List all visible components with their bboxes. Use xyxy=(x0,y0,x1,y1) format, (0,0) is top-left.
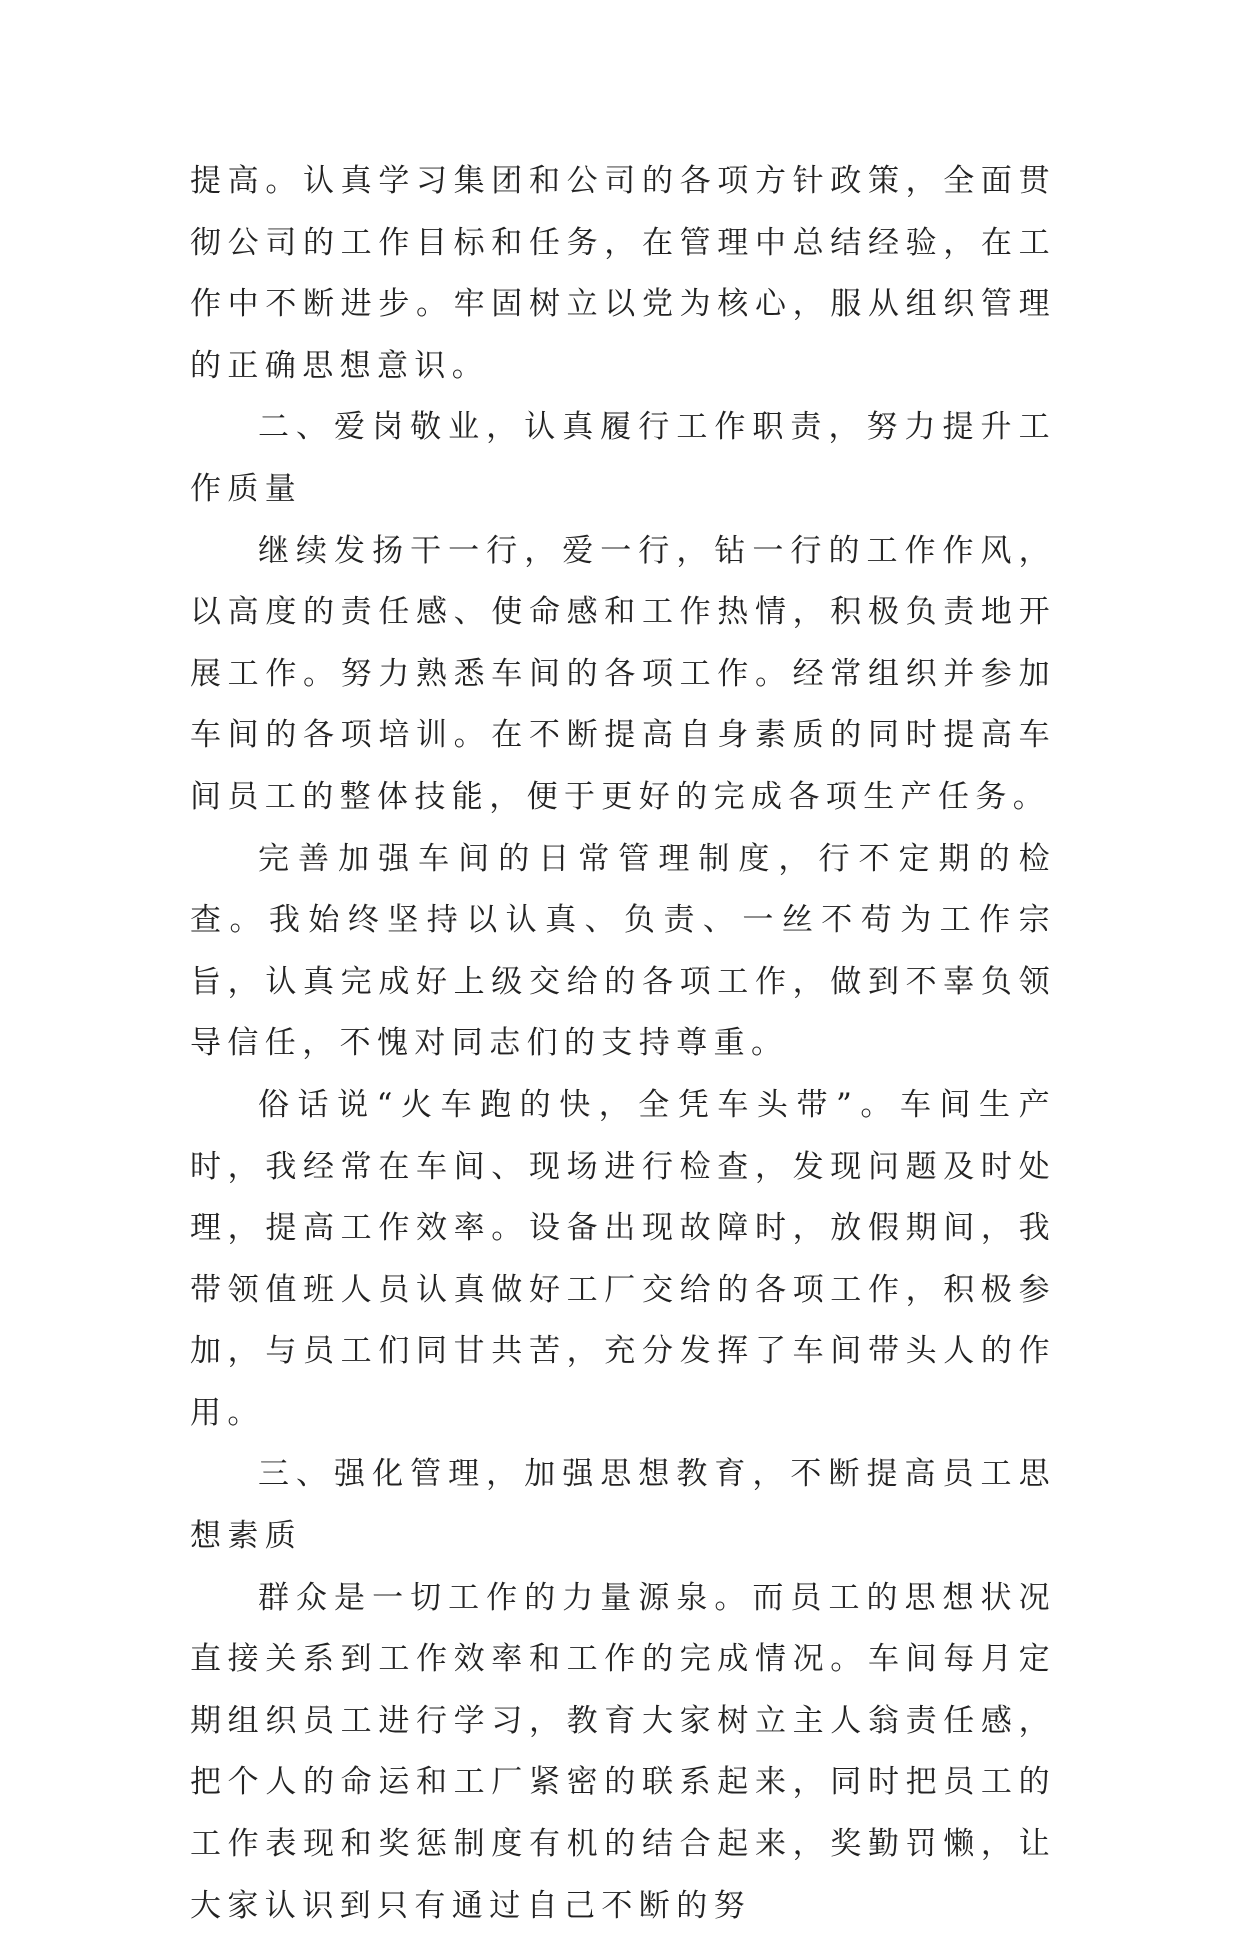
paragraph-intro-continuation: 提高。认真学习集团和公司的各项方针政策，全面贯彻公司的工作目标和任务，在管理中总结经验，在工作中不断进步。牢固树立以党为核心，服从组织管理的正确思想意识。 xyxy=(190,163,1056,384)
paragraph-proverb: 俗话说“火车跑的快，全凭车头带”。车间生产时，我经常在车间、现场进行检查，发现问题及时处理，提高工作效率。设备出现故障时，放假期间，我带领值班人员认真做好工厂交给的各项工作，积极参加，与员工们同甘共苦，充分发挥了车间带头人的作用。 xyxy=(190,1086,1056,1431)
paragraph-management-system: 完善加强车间的日常管理制度，行不定期的检查。我始终坚持以认真、负责、一丝不苟为工作宗旨，认真完成好上级交给的各项工作，做到不辜负领导信任，不愧对同志们的支持尊重。 xyxy=(190,840,1056,1062)
paragraph-work-style: 继续发扬干一行，爱一行，钻一行的工作作风，以高度的责任感、使命感和工作热情，积极负责地开展工作。努力熟悉车间的各项工作。经常组织并参加车间的各项培训。在不断提高自身素质的同时提高车间员工的整体技能，便于更好的完成各项生产任务。 xyxy=(190,532,1056,815)
paragraph-staff-education: 群众是一切工作的力量源泉。而员工的思想状况直接关系到工作效率和工作的完成情况。车间每月定期组织员工进行学习，教育大家树立主人翁责任感，把个人的命运和工厂紧密的联系起来，同时把员工的工作表现和奖惩制度有机的结合起来，奖勤罚懒，让大家认识到只有通过自己不断的努 xyxy=(190,1579,1056,1924)
document-body xyxy=(190,151,1056,1937)
section-heading-3: 三、强化管理，加强思想教育，不断提高员工思想素质 xyxy=(190,1456,1056,1555)
section-heading-2: 二、爱岗敬业，认真履行工作职责，努力提升工作质量 xyxy=(190,409,1056,507)
